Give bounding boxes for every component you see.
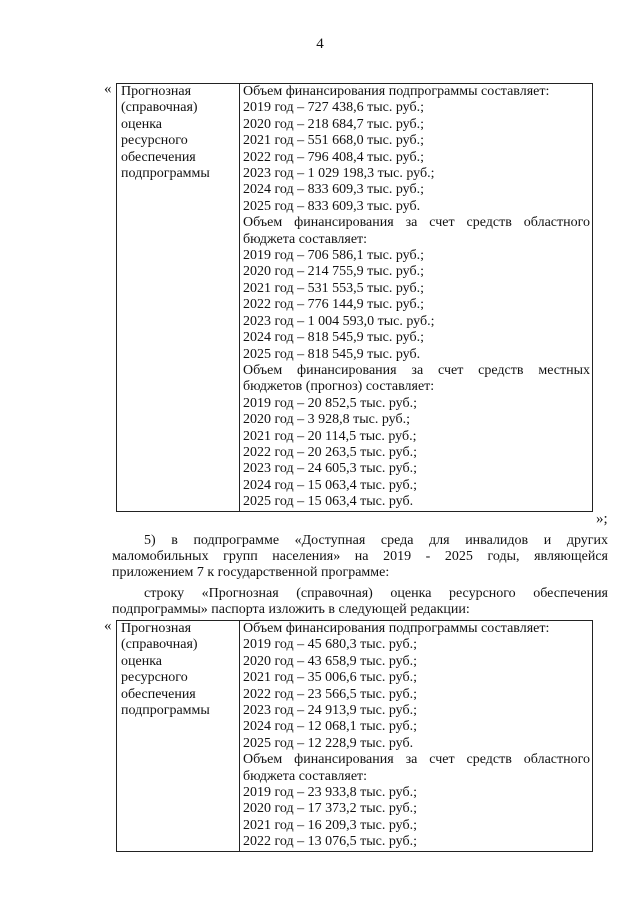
- table2-resource-estimate: [116, 620, 593, 852]
- funding-line: 2020 год – 214 755,9 тыс. руб.;: [243, 264, 424, 280]
- table1-row: [117, 84, 593, 512]
- local-heading: Объем финансирования за счет средств местных: [243, 362, 590, 378]
- regional-heading: Объем финансирования за счет средств областного: [243, 215, 590, 231]
- table1-open-quote: «: [104, 81, 112, 97]
- funding-line: 2021 год – 551 668,0 тыс. руб.;: [243, 133, 424, 149]
- table1-label-cell: [117, 84, 240, 512]
- funding-line: 2024 год – 12 068,1 тыс. руб.;: [243, 719, 417, 735]
- funding-line: 2025 год – 15 063,4 тыс. руб.: [243, 494, 414, 510]
- local-heading-cont: бюджетов (прогноз) составляет:: [243, 379, 435, 395]
- label-line: подпрограммы: [121, 166, 210, 182]
- paragraph-row-line-2: подпрограммы» паспорта изложить в следующей редакции:: [112, 602, 470, 617]
- table2-label-cell: [117, 621, 240, 852]
- funding-line: 2019 год – 706 586,1 тыс. руб.;: [243, 248, 424, 264]
- funding-line: 2021 год – 16 209,3 тыс. руб.;: [243, 817, 417, 833]
- funding-line: 2019 год – 727 438,6 тыс. руб.;: [243, 100, 424, 116]
- table1-close-quote: »;: [596, 511, 608, 527]
- funding-line: 2020 год – 218 684,7 тыс. руб.;: [243, 116, 424, 132]
- funding-line: 2025 год – 12 228,9 тыс. руб.: [243, 735, 414, 751]
- total-heading: Объем финансирования подпрограммы составляет:: [243, 621, 550, 636]
- table2-open-quote: «: [104, 618, 112, 634]
- funding-line: 2022 год – 23 566,5 тыс. руб.;: [243, 686, 417, 702]
- page-number: 4: [316, 36, 324, 52]
- paragraph-row-line-1: строку «Прогнозная (справочная) оценка ресурсного обеспечения: [144, 586, 608, 601]
- funding-line: 2023 год – 24 913,9 тыс. руб.;: [243, 703, 417, 719]
- paragraph-row-replacement: [112, 586, 608, 618]
- label-line: (справочная): [121, 100, 198, 116]
- funding-line: 2025 год – 833 609,3 тыс. руб.: [243, 198, 421, 214]
- label-line: (справочная): [121, 637, 198, 653]
- paragraph-5-line-2: маломобильных групп населения» на 2019 - 2025 годы, являющейся: [112, 549, 608, 564]
- paragraph-5-line-1: 5) в подпрограмме «Доступная среда для инвалидов и других: [144, 533, 608, 548]
- funding-line: 2021 год – 531 553,5 тыс. руб.;: [243, 280, 424, 296]
- label-line: ресурсного: [121, 670, 188, 686]
- funding-line: 2019 год – 20 852,5 тыс. руб.;: [243, 395, 417, 411]
- label-line: оценка: [121, 116, 163, 132]
- table1-resource-estimate: [116, 83, 593, 512]
- funding-line: 2025 год – 818 545,9 тыс. руб.: [243, 346, 421, 362]
- funding-line: 2019 год – 45 680,3 тыс. руб.;: [243, 637, 417, 653]
- paragraph-5: [112, 533, 608, 581]
- funding-line: 2024 год – 833 609,3 тыс. руб.;: [243, 182, 424, 198]
- label-line: подпрограммы: [121, 703, 210, 719]
- funding-line: 2020 год – 3 928,8 тыс. руб.;: [243, 412, 410, 428]
- label-line: обеспечения: [121, 149, 196, 165]
- table1-value-cell: [240, 84, 593, 512]
- funding-line: 2022 год – 776 144,9 тыс. руб.;: [243, 297, 424, 313]
- funding-line: 2020 год – 17 373,2 тыс. руб.;: [243, 801, 417, 817]
- label-line: Прогнозная: [121, 84, 192, 99]
- funding-line: 2021 год – 20 114,5 тыс. руб.;: [243, 428, 417, 444]
- funding-line: 2023 год – 24 605,3 тыс. руб.;: [243, 461, 417, 477]
- funding-line: 2023 год – 1 004 593,0 тыс. руб.;: [243, 313, 435, 329]
- funding-line: 2021 год – 35 006,6 тыс. руб.;: [243, 670, 417, 686]
- label-line: оценка: [121, 653, 163, 669]
- regional-heading-cont: бюджета составляет:: [243, 231, 368, 247]
- table2-row: [117, 621, 593, 852]
- funding-line: 2022 год – 796 408,4 тыс. руб.;: [243, 149, 424, 165]
- funding-line: 2022 год – 13 076,5 тыс. руб.;: [243, 834, 417, 850]
- funding-line: 2023 год – 1 029 198,3 тыс. руб.;: [243, 166, 435, 182]
- label-line: обеспечения: [121, 686, 196, 702]
- funding-line: 2020 год – 43 658,9 тыс. руб.;: [243, 653, 417, 669]
- funding-line: 2019 год – 23 933,8 тыс. руб.;: [243, 785, 417, 801]
- table2-value-cell: [240, 621, 593, 852]
- funding-line: 2022 год – 20 263,5 тыс. руб.;: [243, 444, 417, 460]
- label-line: ресурсного: [121, 133, 188, 149]
- label-line: Прогнозная: [121, 621, 192, 636]
- paragraph-5-line-3: приложением 7 к государственной программе:: [112, 565, 390, 580]
- regional-heading: Объем финансирования за счет средств областного: [243, 752, 590, 768]
- regional-heading-cont: бюджета составляет:: [243, 768, 368, 784]
- funding-line: 2024 год – 15 063,4 тыс. руб.;: [243, 477, 417, 493]
- funding-line: 2024 год – 818 545,9 тыс. руб.;: [243, 330, 424, 346]
- total-heading: Объем финансирования подпрограммы составляет:: [243, 84, 550, 99]
